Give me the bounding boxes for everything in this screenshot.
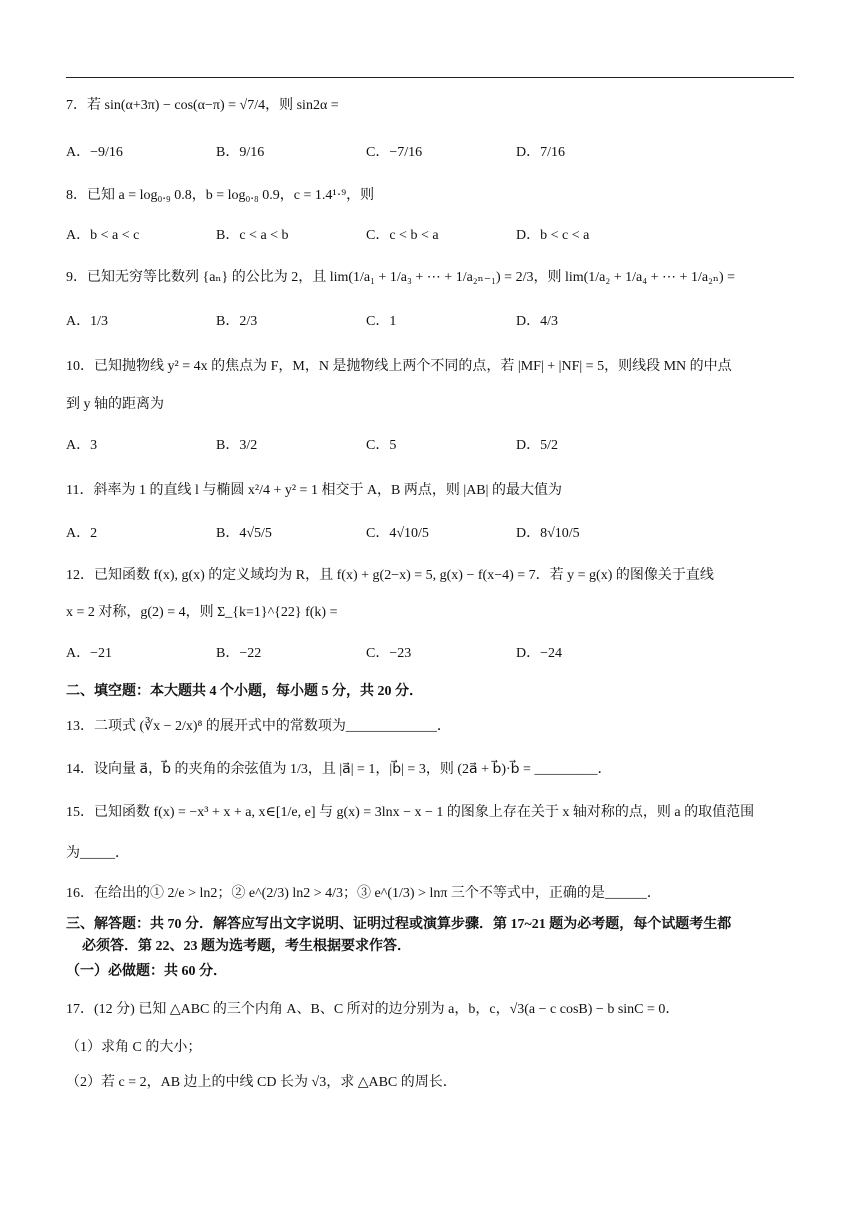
q12-option-a: A．−21 [66, 646, 113, 661]
question-13: 13．二项式 (∛x − 2/x)⁸ 的展开式中的常数项为_____________． [66, 719, 451, 734]
question-17: 17．(12 分) 已知 △ABC 的三个内角 A、B、C 所对的边分别为 a，b，c，√3(a − c cosB) − b sinC = 0． [66, 1002, 680, 1017]
question-9: 9．已知无穷等比数列 {aₙ} 的公比为 2，且 lim(1/a₁ + 1/a₃ + ⋯ + 1/a₂ₙ₋₁) = 2/3，则 lim(1/a₂ + 1/a₄ + ⋯ + 1/a₂ₙ) = [66, 270, 736, 285]
question-15-cont: 为_____． [66, 846, 129, 861]
question-16: 16．在给出的① 2/e > ln2；② e^(2/3) ln2 > 4/3；③ e^(1/3) > lnπ 三个不等式中，正确的是______． [66, 886, 661, 901]
q8-option-c: C．c < b < a [366, 228, 439, 243]
q9-option-a: A．1/3 [66, 314, 108, 329]
q12-option-b: B．−22 [216, 646, 262, 661]
question-15: 15．已知函数 f(x) = −x³ + x + a, x∈[1/e, e] 与 g(x) = 3lnx − x − 1 的图象上存在关于 x 轴对称的点，则 a 的取值范围 [66, 805, 755, 820]
q12-option-d: D．−24 [516, 646, 563, 661]
q11-option-a: A．2 [66, 526, 98, 541]
q10-option-d: D．5/2 [516, 438, 558, 453]
section-3-heading: 三、解答题：共 70 分．解答应写出文字说明、证明过程或演算步骤．第 17~21 题为必考题，每个试题考生都 [66, 917, 732, 932]
question-12: 12．已知函数 f(x), g(x) 的定义域均为 R，且 f(x) + g(2−x) = 5, g(x) − f(x−4) = 7．若 y = g(x) 的图像关于直线 [66, 568, 714, 583]
q7-option-b: B．9/16 [216, 145, 265, 160]
q7-option-c: C．−7/16 [366, 145, 423, 160]
section-3-heading-cont: 必须答．第 22、23 题为选考题，考生根据要求作答． [82, 939, 411, 954]
q10-option-c: C．5 [366, 438, 397, 453]
q9-option-b: B．2/3 [216, 314, 258, 329]
question-10: 10．已知抛物线 y² = 4x 的焦点为 F，M，N 是抛物线上两个不同的点，若 |MF| + |NF| = 5，则线段 MN 的中点 [66, 359, 732, 374]
question-10-cont: 到 y 轴的距离为 [66, 397, 164, 412]
question-17-part-1: （1）求角 C 的大小； [66, 1040, 202, 1055]
section-2-heading: 二、填空题：本大题共 4 个小题，每小题 5 分，共 20 分． [66, 684, 423, 699]
question-14: 14．设向量 a⃗，b⃗ 的夹角的余弦值为 1/3，且 |a⃗| = 1，|b⃗| = 3，则 (2a⃗ + b⃗)·b⃗ = _________． [66, 762, 612, 777]
q11-option-d: D．8√10/5 [516, 526, 580, 541]
q7-option-d: D．7/16 [516, 145, 565, 160]
subsection-required: （一）必做题：共 60 分． [66, 964, 227, 979]
question-7: 7．若 sin(α+3π) − cos(α−π) = √7/4，则 sin2α = [66, 98, 339, 113]
q11-option-c: C．4√10/5 [366, 526, 429, 541]
question-8: 8．已知 a = log₀.₉ 0.8，b = log₀.₈ 0.9，c = 1.4¹·⁹，则 [66, 188, 375, 203]
q8-option-d: D．b < c < a [516, 228, 590, 243]
q8-option-b: B．c < a < b [216, 228, 289, 243]
q7-option-a: A．−9/16 [66, 145, 123, 160]
q10-option-b: B．3/2 [216, 438, 258, 453]
q9-option-d: D．4/3 [516, 314, 558, 329]
header-rule [66, 77, 794, 78]
q9-option-c: C．1 [366, 314, 397, 329]
q11-option-b: B．4√5/5 [216, 526, 272, 541]
question-12-cont: x = 2 对称，g(2) = 4，则 Σ_{k=1}^{22} f(k) = [66, 605, 338, 620]
q10-option-a: A．3 [66, 438, 98, 453]
question-17-part-2: （2）若 c = 2，AB 边上的中线 CD 长为 √3，求 △ABC 的周长． [66, 1075, 457, 1090]
q8-option-a: A．b < a < c [66, 228, 140, 243]
q12-option-c: C．−23 [366, 646, 412, 661]
question-11: 11．斜率为 1 的直线 l 与椭圆 x²/4 + y² = 1 相交于 A，B 两点，则 |AB| 的最大值为 [66, 483, 562, 498]
